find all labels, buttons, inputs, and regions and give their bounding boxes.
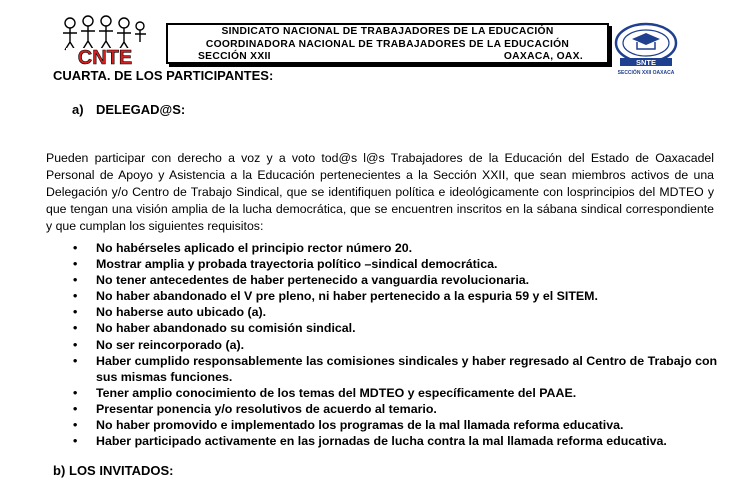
header-line-1: SINDICATO NACIONAL DE TRABAJADORES DE LA EDUCACIÓN: [221, 26, 554, 37]
section-title: CUARTA. DE LOS PARTICIPANTES:: [53, 68, 274, 83]
requirement-text: Haber participado activamente en las jornadas de lucha contra la mal llamada reforma educativa.: [96, 434, 667, 449]
requirements-list: [70, 240, 730, 449]
requirement-item: [70, 417, 730, 433]
header-section: SECCIÓN XXII: [198, 51, 271, 62]
bullet-icon: •: [73, 385, 78, 400]
requirement-item: [70, 433, 730, 449]
requirement-text: No ser reincorporado (a).: [96, 337, 245, 352]
requirement-item: [70, 320, 730, 336]
subsection-b-label: b): [53, 463, 66, 478]
requirement-item: [70, 288, 730, 304]
requirement-text: Haber cumplido responsablemente las comisiones sindicales y haber regresado al Centro de Trabajo con sus mismas funciones.: [96, 353, 718, 384]
intro-paragraph: Pueden participar con derecho a voz y a voto tod@s l@s Trabajadores de la Educación del Estado de Oaxacadel Personal de Apoyo y Asistencia a la Educación pertenecientes a la Sección XXII, que sean miembros activos de una Delegación y/o Centro de Trabajo Sindical, que se identifiquen política e ideológicamente con losprincipios del MDTEO y que tengan una visión amplia de la lucha democrática, que se encuentren inscritos en la sábana sindical correspondiente y que cumplan los siguientes requisitos:: [46, 151, 714, 233]
subsection-b: [53, 463, 173, 478]
bullet-icon: •: [73, 257, 78, 272]
requirement-text: No haber promovido e implementado los programas de la mal llamada reforma educativa.: [96, 418, 624, 433]
bullet-icon: •: [73, 418, 78, 433]
subsection-b-title: LOS INVITADOS:: [69, 463, 174, 478]
bullet-icon: •: [73, 273, 78, 288]
requirement-text: No habérseles aplicado el principio rector número 20.: [96, 241, 413, 255]
requirement-text: Mostrar amplia y probada trayectoria político –sindical democrática.: [96, 257, 498, 272]
bullet-icon: •: [73, 321, 78, 336]
requirement-item: [70, 337, 730, 353]
bullet-icon: •: [73, 337, 78, 352]
requirement-text: No haber abandonado su comisión sindical.: [96, 321, 356, 336]
header-line-2: COORDINADORA NACIONAL DE TRABAJADORES DE LA EDUCACIÓN: [205, 38, 570, 50]
cnte-logo: [58, 14, 150, 66]
requirement-item: [70, 353, 730, 385]
bullet-icon: •: [73, 305, 78, 320]
bullet-icon: •: [73, 289, 78, 304]
requirement-text: Presentar ponencia y/o resolutivos de acuerdo al temario.: [96, 401, 437, 416]
requirement-text: No haber abandonado el V pre pleno, ni haber pertenecido a la espuria 59 y el SITEM.: [96, 289, 598, 304]
requirement-text: No tener antecedentes de haber pertenecido a vanguardia revolucionaria.: [96, 273, 530, 288]
bullet-icon: •: [73, 353, 78, 368]
requirement-item: [70, 385, 730, 401]
subsection-a: [72, 102, 185, 117]
requirement-item: [70, 401, 730, 417]
snte-seal-logo: [612, 22, 680, 78]
requirement-text: Tener amplio conocimiento de los temas del MDTEO y específicamente del PAAE.: [96, 385, 577, 400]
requirement-item: [70, 304, 730, 320]
snte-seal-text: SNTE: [635, 58, 657, 67]
requirement-text: No haberse auto ubicado (a).: [96, 305, 267, 320]
bullet-icon: •: [73, 434, 78, 449]
bullet-icon: •: [73, 401, 78, 416]
requirement-item: [70, 256, 730, 272]
bullet-icon: •: [73, 241, 78, 255]
snte-seal-subtext: SECCIÓN XXII OAXACA: [617, 70, 675, 76]
header-location: OAXACA, OAX.: [503, 51, 583, 62]
requirement-item: [70, 240, 730, 256]
header-line-3: [168, 51, 607, 64]
cnte-logo-text: CNTE: [77, 47, 133, 66]
subsection-a-label: a): [72, 102, 84, 117]
requirement-item: [70, 272, 730, 288]
subsection-a-title: DELEGAD@S:: [96, 102, 186, 117]
header-box: [166, 23, 609, 64]
